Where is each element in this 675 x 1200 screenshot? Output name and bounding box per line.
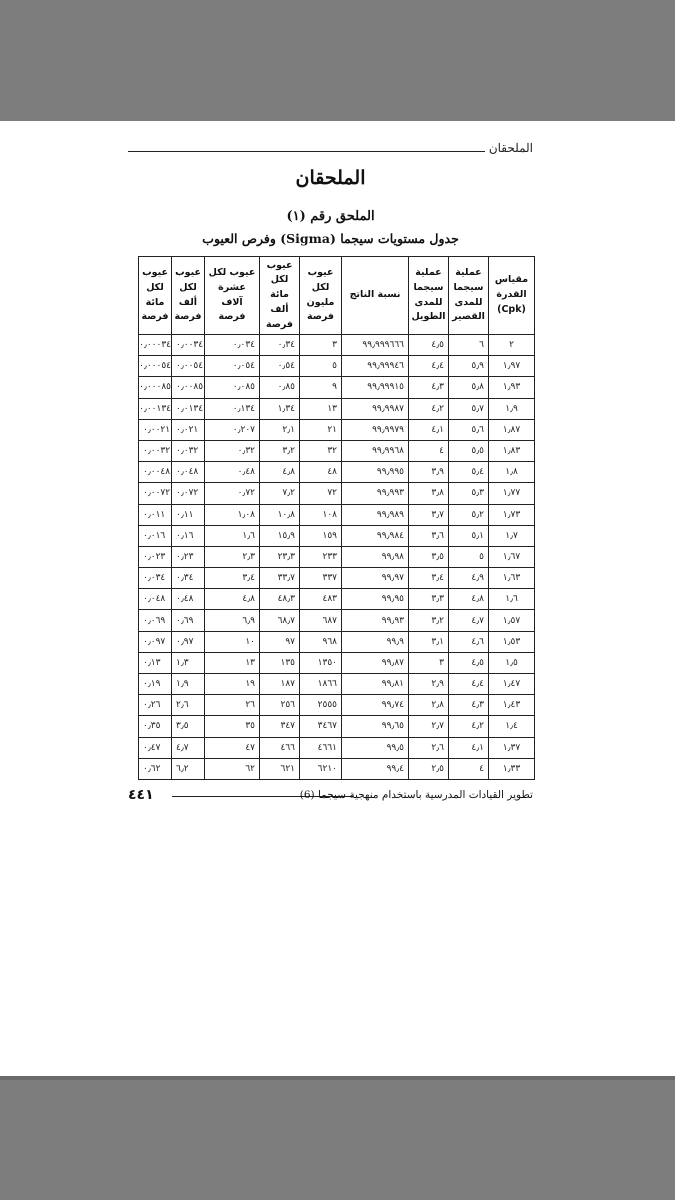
sigma-table	[138, 256, 535, 780]
table-cell: ١٠٨	[300, 504, 342, 525]
header-per-1k: عيوب لكل ألف فرصة	[172, 257, 205, 335]
table-cell: ١٥٩	[300, 525, 342, 546]
table-cell: ٥٫٧	[449, 398, 489, 419]
table-cell: ١٫٤٧	[489, 674, 535, 695]
table-cell: ٩٩٫٨١	[342, 674, 409, 695]
table-cell: ٠٫٧٢	[205, 483, 260, 504]
table-cell: ٥٫٥	[449, 440, 489, 461]
table-cell: ١٫٠٨	[205, 504, 260, 525]
table-cell: ٢٣٫٣	[260, 546, 300, 567]
table-cell: ٢	[489, 335, 535, 356]
table-cell: ٤٫٥	[449, 652, 489, 673]
table-cell: ٩٩٫٩٧	[342, 568, 409, 589]
table-cell: ٤٨	[300, 462, 342, 483]
table-cell: ٦٨٧	[300, 610, 342, 631]
running-head-rule	[128, 151, 485, 152]
table-cell: ٢٣٣	[300, 546, 342, 567]
table-cell: ٢٫٩	[409, 674, 449, 695]
table-cell: ٩٩٫٨٧	[342, 652, 409, 673]
table-row	[139, 483, 535, 504]
table-row	[139, 377, 535, 398]
table-cell: ٠٫٠٣٤	[205, 335, 260, 356]
table-cell: ٤٫٧	[449, 610, 489, 631]
table-cell: ١٫٩٣	[489, 377, 535, 398]
table-cell: ٠٫٠٢١	[172, 419, 205, 440]
table-cell: ٠٫٠٨٥	[205, 377, 260, 398]
header-per-10k: عيوب لكل عشرة آلاف فرصة	[205, 257, 260, 335]
table-cell: ٣٤٦٧	[300, 716, 342, 737]
table-cell: ٩٩٫٩٩٣	[342, 483, 409, 504]
table-cell: ١٫٧٣	[489, 504, 535, 525]
table-cell: ٦٢١	[260, 758, 300, 779]
table-cell: ٤٫٨	[205, 589, 260, 610]
table-cell: ٣٤٧	[260, 716, 300, 737]
table-cell: ٤٧	[205, 737, 260, 758]
table-cell: ٠٫٠٠٠٨٥	[139, 377, 172, 398]
table-cell: ٥٫٩	[449, 356, 489, 377]
table-cell: ٠٫٣٥	[139, 716, 172, 737]
table-cell: ١٫٣٣	[489, 758, 535, 779]
table-cell: ٠٫١٩	[139, 674, 172, 695]
header-yield: نسبة الناتج	[342, 257, 409, 335]
table-row	[139, 419, 535, 440]
table-cell: ٠٫١٣	[139, 652, 172, 673]
table-cell: ٩٩٫٩٩٧٩	[342, 419, 409, 440]
table-cell: ٩٩٫٤	[342, 758, 409, 779]
table-cell: ١٣	[205, 652, 260, 673]
table-cell: ٠٫٠٠٤٨	[139, 462, 172, 483]
header-per-million: عيوب لكل مليون فرصة	[300, 257, 342, 335]
table-cell: ١٠٫٨	[260, 504, 300, 525]
table-cell: ١٫٥	[489, 652, 535, 673]
table-cell: ٥٫٤	[449, 462, 489, 483]
table-cell: ١٣٥	[260, 652, 300, 673]
table-cell: ١٫٦٧	[489, 546, 535, 567]
page-footer	[128, 787, 533, 807]
table-cell: ١٨٦٦	[300, 674, 342, 695]
table-cell: ٧٢	[300, 483, 342, 504]
table-cell: ٣٫٥	[409, 546, 449, 567]
table-cell: ٦٨٫٧	[260, 610, 300, 631]
table-cell: ١٫٧٧	[489, 483, 535, 504]
table-cell: ٩٩٫٦٥	[342, 716, 409, 737]
page-number: ٤٤١	[128, 787, 154, 803]
table-cell: ٩٩٫٩٣	[342, 610, 409, 631]
table-cell: ١٨٧	[260, 674, 300, 695]
table-cell: ٠٫٠١١	[139, 504, 172, 525]
table-cell: ٠٫٤٨	[205, 462, 260, 483]
table-cell: ٠٫٤٧	[139, 737, 172, 758]
appendix-label: الملحق رقم (١)	[286, 209, 375, 224]
table-cell: ٥٫٦	[449, 419, 489, 440]
table-cell: ١٫٦	[489, 589, 535, 610]
table-cell: ٣	[300, 335, 342, 356]
table-cell: ٠٫١٣٤	[205, 398, 260, 419]
page-title: الملحقان	[295, 167, 366, 189]
table-cell: ١٫٧	[489, 525, 535, 546]
header-long-term: عملية سيجما للمدى الطويل	[409, 257, 449, 335]
table-row	[139, 737, 535, 758]
table-cell: ٤٨٣	[300, 589, 342, 610]
table-cell: ٠٫٠٠٣٤	[172, 335, 205, 356]
table-cell: ٠٫٣٤	[260, 335, 300, 356]
table-cell: ١٣٥٠	[300, 652, 342, 673]
table-cell: ١٫٤٣	[489, 695, 535, 716]
table-cell: ٤٫٦	[449, 631, 489, 652]
table-cell: ٠٫٢٠٧	[205, 419, 260, 440]
table-cell: ٩٩٫٩٩٩٤٦	[342, 356, 409, 377]
header-per-100: عيوب لكل مائة فرصة	[139, 257, 172, 335]
table-cell: ٠٫٠٥٤	[205, 356, 260, 377]
table-cell: ٩٩٫٩٨٩	[342, 504, 409, 525]
table-cell: ٣٫٦	[409, 525, 449, 546]
table-cell: ٤٫٣	[449, 695, 489, 716]
table-title: جدول مستويات سيجما (Sigma) وفرص العيوب	[202, 231, 459, 246]
table-cell: ٣٫٢	[260, 440, 300, 461]
table-cell: ٣٫٨	[409, 483, 449, 504]
table-cell: ٤٫٤	[409, 356, 449, 377]
table-cell: ٩٩٫٩٩٨٧	[342, 398, 409, 419]
table-cell: ٤٫٨	[260, 462, 300, 483]
table-cell: ٩٩٫٩٩٦٨	[342, 440, 409, 461]
header-cpk: مقياس القدرة (Cpk)	[489, 257, 535, 335]
table-cell: ٥	[449, 546, 489, 567]
table-cell: ١٫٥٣	[489, 631, 535, 652]
table-cell: ١٫٣٧	[489, 737, 535, 758]
table-cell: ٠٫٠٤٨	[172, 462, 205, 483]
table-row	[139, 462, 535, 483]
table-cell: ٠٫٣٤	[172, 568, 205, 589]
table-row	[139, 631, 535, 652]
table-cell: ٠٫٠٤٨	[139, 589, 172, 610]
table-cell: ٤	[409, 440, 449, 461]
table-cell: ٠٫٢٦	[139, 695, 172, 716]
table-cell: ١٫٨	[489, 462, 535, 483]
table-cell: ٥٫٣	[449, 483, 489, 504]
table-cell: ٩٩٫٩٨	[342, 546, 409, 567]
table-cell: ٩٩٫٩٩٥	[342, 462, 409, 483]
table-cell: ٤٫٢	[449, 716, 489, 737]
table-cell: ٠٫٠٧٢	[172, 483, 205, 504]
book-title: تطوير القيادات المدرسية باستخدام منهجية سيجما (6)	[299, 789, 533, 801]
table-cell: ٢٫٦	[172, 695, 205, 716]
table-cell: ٢١	[300, 419, 342, 440]
table-cell: ٤٫١	[449, 737, 489, 758]
table-cell: ٠٫١٦	[172, 525, 205, 546]
table-row	[139, 335, 535, 356]
table-cell: ٠٫٦٢	[139, 758, 172, 779]
table-row	[139, 546, 535, 567]
table-cell: ١٫٣	[172, 652, 205, 673]
table-cell: ٤٦٦	[260, 737, 300, 758]
viewer-bottom-bar	[0, 1076, 675, 1200]
table-cell: ١٫٣٤	[260, 398, 300, 419]
table-cell: ٠٫٠٩٧	[139, 631, 172, 652]
table-cell: ٠٫٥٤	[260, 356, 300, 377]
table-cell: ٩	[300, 377, 342, 398]
table-cell: ٠٫٠٣٢	[172, 440, 205, 461]
table-cell: ١٣	[300, 398, 342, 419]
table-cell: ٤	[449, 758, 489, 779]
table-row	[139, 652, 535, 673]
table-cell: ٠٫٠٢٣	[139, 546, 172, 567]
table-cell: ٠٫٠٠٠٣٤	[139, 335, 172, 356]
table-cell: ٣٫٩	[409, 462, 449, 483]
table-cell: ٠٫٠٠٧٢	[139, 483, 172, 504]
table-cell: ٢٦	[205, 695, 260, 716]
table-cell: ٥٫١	[449, 525, 489, 546]
table-cell: ١٫٨٧	[489, 419, 535, 440]
table-cell: ٣٫١	[409, 631, 449, 652]
table-cell: ٢٫١	[260, 419, 300, 440]
table-cell: ٤٫٣	[409, 377, 449, 398]
running-head-text: الملحقان	[488, 141, 533, 155]
table-cell: ٢٫٧	[409, 716, 449, 737]
table-row	[139, 568, 535, 589]
table-cell: ٦٫٢	[172, 758, 205, 779]
table-cell: ٣٣٧	[300, 568, 342, 589]
table-cell: ٩٦٨	[300, 631, 342, 652]
table-row	[139, 589, 535, 610]
table-cell: ٩٩٫٧٤	[342, 695, 409, 716]
table-cell: ٠٫٠١٣٤	[172, 398, 205, 419]
table-cell: ٠٫٠٠٥٤	[172, 356, 205, 377]
table-cell: ٣٣٫٧	[260, 568, 300, 589]
table-row	[139, 356, 535, 377]
table-cell: ٥	[300, 356, 342, 377]
table-cell: ٩٩٫٩٩٩١٥	[342, 377, 409, 398]
table-cell: ٤٫٥	[409, 335, 449, 356]
table-cell: ٠٫٠٠١٣٤	[139, 398, 172, 419]
table-cell: ٣٫٣	[409, 589, 449, 610]
table-row	[139, 525, 535, 546]
table-cell: ٢٫٥	[409, 758, 449, 779]
table-cell: ٠٫٠٠٠٥٤	[139, 356, 172, 377]
table-cell: ٢٥٥٥	[300, 695, 342, 716]
table-cell: ٠٫٠٠٢١	[139, 419, 172, 440]
table-cell: ٠٫٨٥	[260, 377, 300, 398]
table-cell: ٣٫٤	[205, 568, 260, 589]
table-cell: ٠٫٣٢	[205, 440, 260, 461]
table-cell: ٤٫٩	[449, 568, 489, 589]
table-cell: ٤٫٨	[449, 589, 489, 610]
table-cell: ٠٫٩٧	[172, 631, 205, 652]
table-row	[139, 674, 535, 695]
table-cell: ٠٫٠٠٣٢	[139, 440, 172, 461]
table-cell: ٣٫٧	[409, 504, 449, 525]
table-cell: ٥٫٨	[449, 377, 489, 398]
table-cell: ٢٥٦	[260, 695, 300, 716]
table-header-row	[139, 257, 535, 335]
table-cell: ٠٫٠١٦	[139, 525, 172, 546]
viewer-top-bar	[0, 0, 675, 121]
table-cell: ٩٩٫٩٨٤	[342, 525, 409, 546]
table-cell: ١٫٦٣	[489, 568, 535, 589]
table-cell: ١٫٦	[205, 525, 260, 546]
table-row	[139, 398, 535, 419]
table-cell: ٣٫٢	[409, 610, 449, 631]
table-cell: ١٫٩	[172, 674, 205, 695]
table-cell: ٠٫٠٦٩	[139, 610, 172, 631]
table-cell: ١٫٩	[489, 398, 535, 419]
table-cell: ١٫٨٣	[489, 440, 535, 461]
table-cell: ٩٩٫٩	[342, 631, 409, 652]
table-cell: ٦٢	[205, 758, 260, 779]
table-cell: ٠٫٦٩	[172, 610, 205, 631]
table-row	[139, 716, 535, 737]
table-row	[139, 610, 535, 631]
table-cell: ٢٫٨	[409, 695, 449, 716]
table-cell: ٤٫٧	[172, 737, 205, 758]
table-cell: ٣٫٤	[409, 568, 449, 589]
table-cell: ٣٥	[205, 716, 260, 737]
table-cell: ٦٫٩	[205, 610, 260, 631]
table-cell: ٠٫٤٨	[172, 589, 205, 610]
table-cell: ٠٫٠٠٨٥	[172, 377, 205, 398]
table-cell: ٠٫١١	[172, 504, 205, 525]
table-cell: ٤٨٫٣	[260, 589, 300, 610]
table-cell: ٣٫٥	[172, 716, 205, 737]
table-row	[139, 440, 535, 461]
table-cell: ٤٫١	[409, 419, 449, 440]
table-cell: ١٫٤	[489, 716, 535, 737]
table-cell: ٠٫٢٣	[172, 546, 205, 567]
table-cell: ٠٫٠٣٤	[139, 568, 172, 589]
bottom-bar-edge	[0, 1076, 675, 1080]
table-cell: ٦	[449, 335, 489, 356]
table-cell: ٩٩٫٩٩٩٦٦٦	[342, 335, 409, 356]
table-cell: ٢٫٣	[205, 546, 260, 567]
table-cell: ٤٫٢	[409, 398, 449, 419]
table-cell: ٤٦٦١	[300, 737, 342, 758]
table-cell: ١٩	[205, 674, 260, 695]
table-cell: ١٥٫٩	[260, 525, 300, 546]
table-cell: ٧٫٢	[260, 483, 300, 504]
table-cell: ٣٢	[300, 440, 342, 461]
table-cell: ١٠	[205, 631, 260, 652]
table-row	[139, 504, 535, 525]
table-cell: ٤٫٤	[449, 674, 489, 695]
running-head	[128, 140, 533, 162]
table-cell: ٩٩٫٩٥	[342, 589, 409, 610]
table-cell: ٢٫٦	[409, 737, 449, 758]
table-cell: ٩٧	[260, 631, 300, 652]
table-cell: ١٫٩٧	[489, 356, 535, 377]
table-cell: ١٫٥٧	[489, 610, 535, 631]
table-cell: ٥٫٢	[449, 504, 489, 525]
table-row	[139, 758, 535, 779]
header-per-100k: عيوب لكل مائة ألف فرصة	[260, 257, 300, 335]
table-row	[139, 695, 535, 716]
table-cell: ٩٩٫٥	[342, 737, 409, 758]
table-cell: ٦٢١٠	[300, 758, 342, 779]
table-cell: ٣	[409, 652, 449, 673]
header-short-term: عملية سيجما للمدى القصير	[449, 257, 489, 335]
